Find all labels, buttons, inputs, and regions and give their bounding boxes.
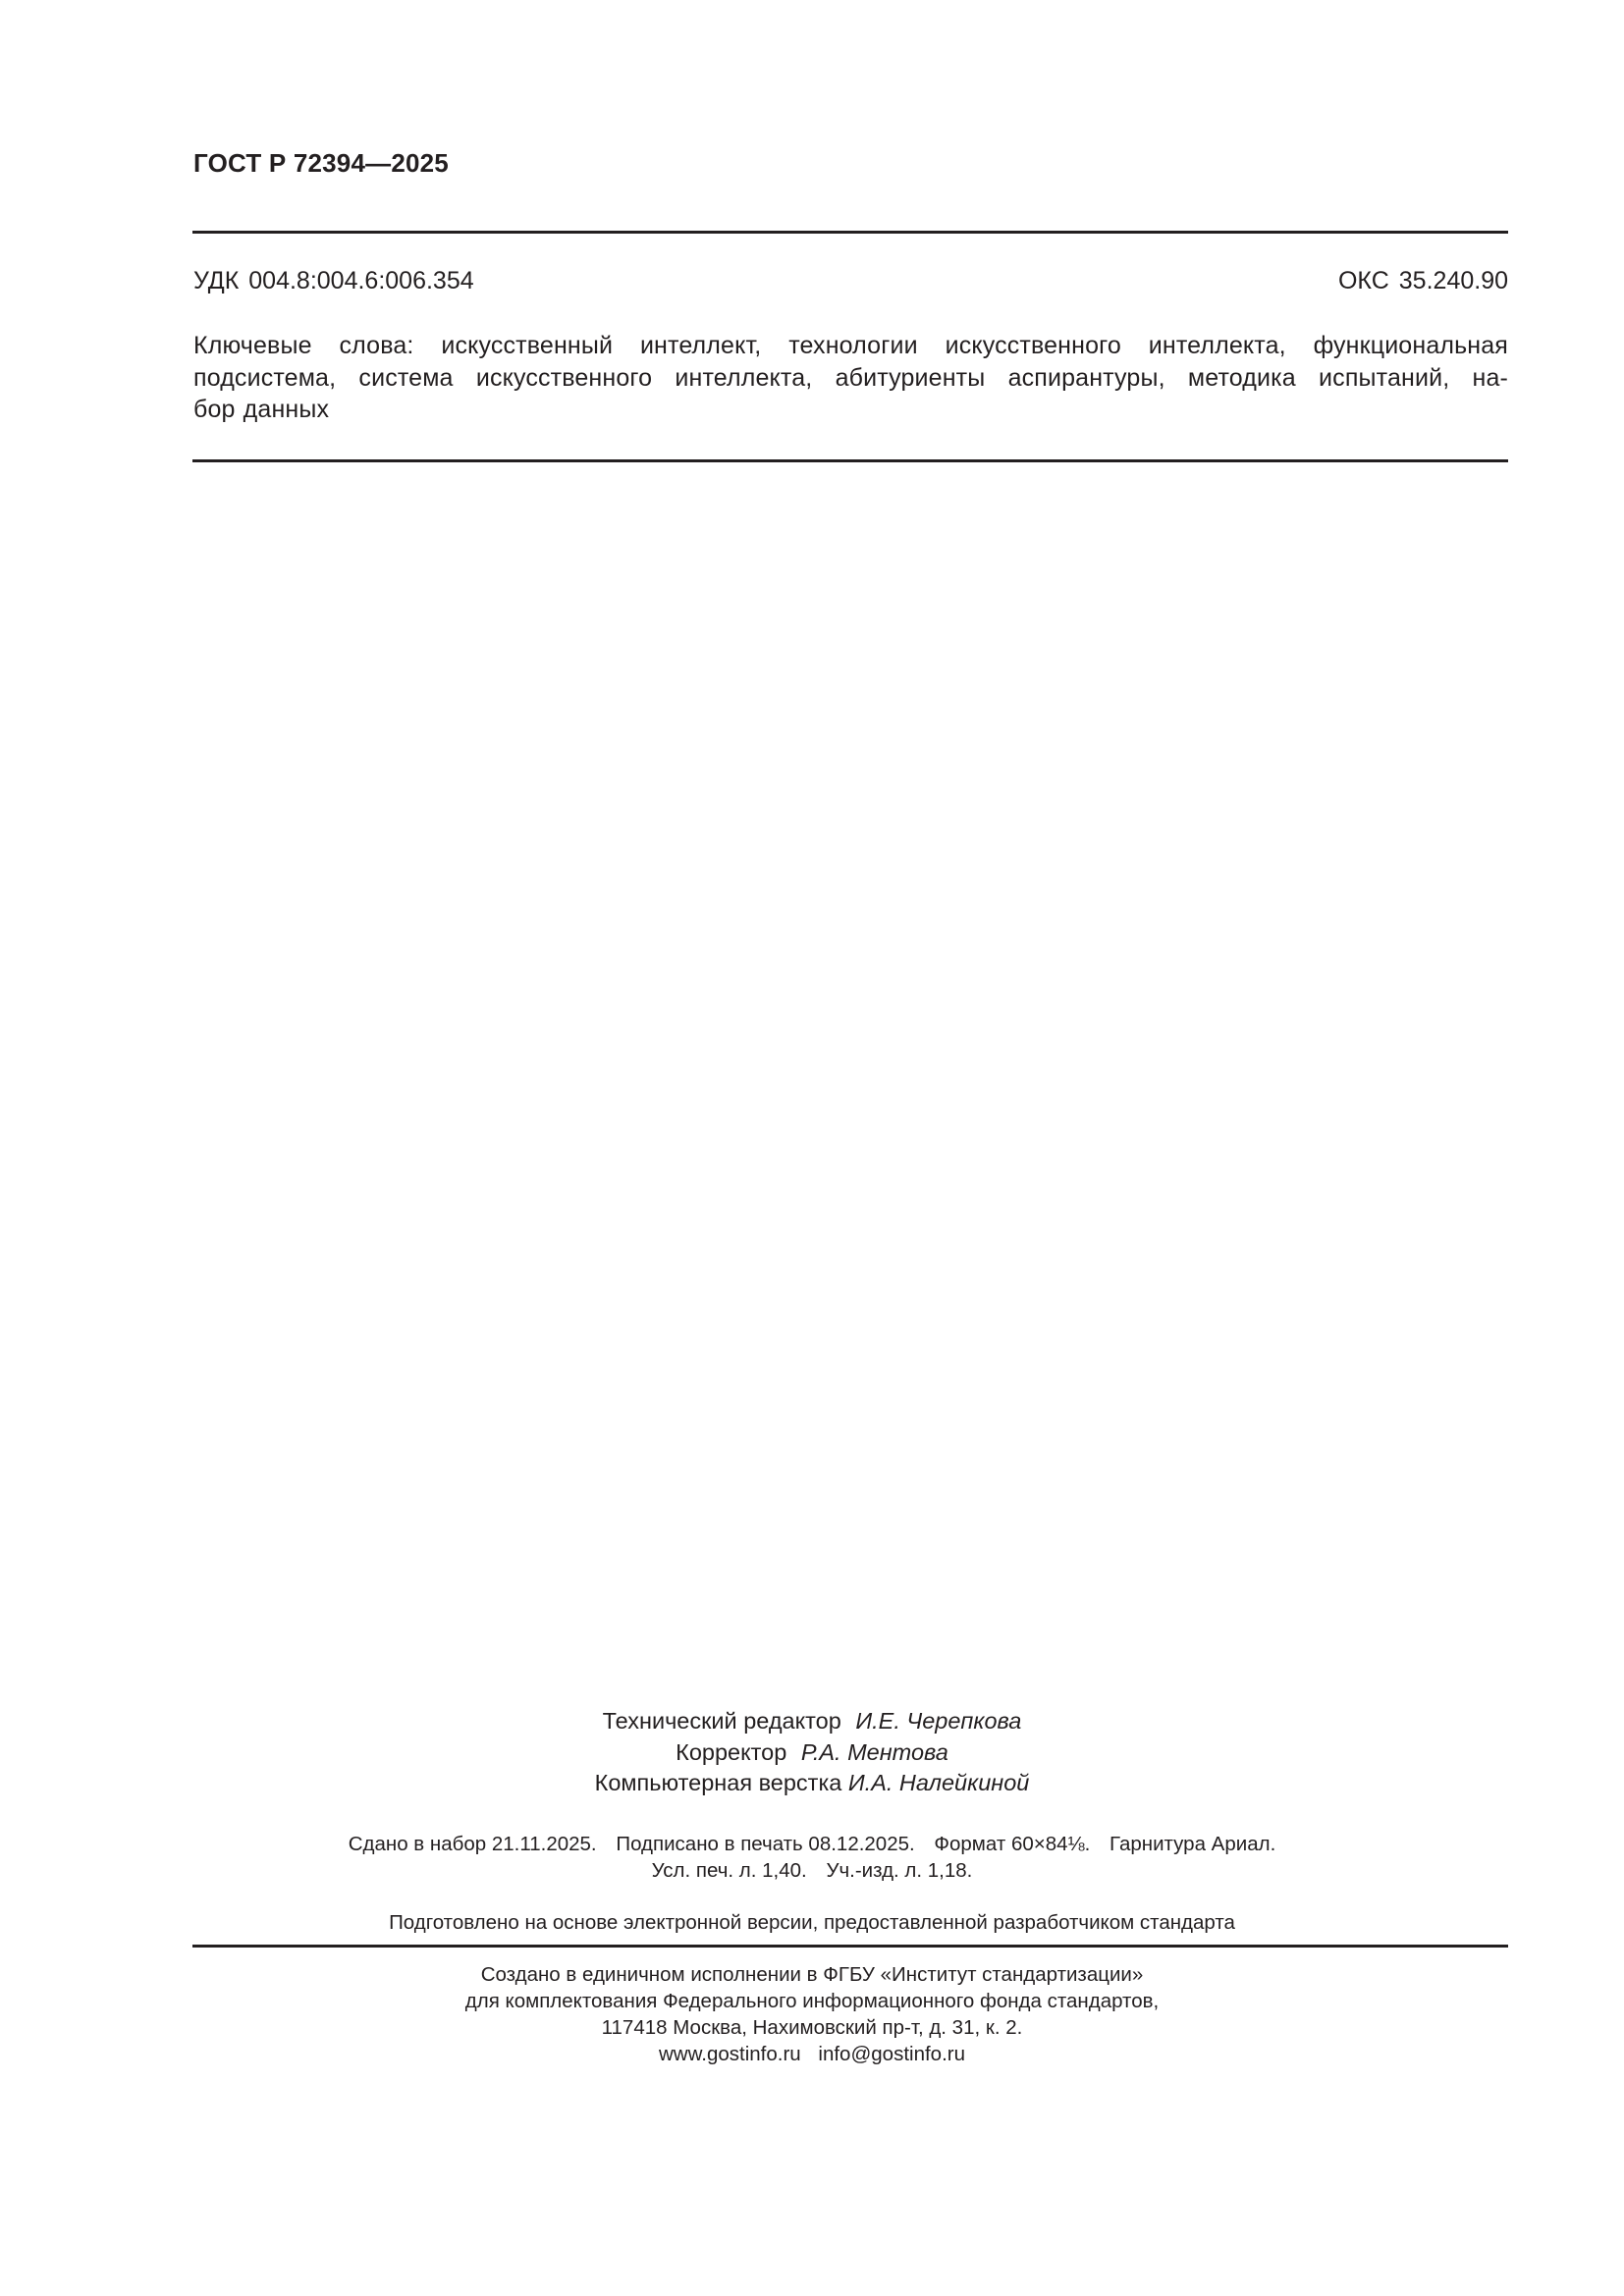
oks-value: 35.240.90 [1398,267,1508,294]
credit-role: Компьютерная верстка [594,1770,842,1795]
credit-person: Р.А. Ментова [800,1738,948,1765]
credit-person: И.Е. Черепкова [855,1708,1022,1734]
keywords-divider [192,459,1508,462]
print-info-block [0,1831,1624,1884]
oks-label: ОКС [1337,267,1389,294]
keywords-block [193,330,1508,426]
credit-corrector [0,1737,1624,1769]
credit-technical-editor [0,1706,1624,1737]
print-info-line-1 [0,1831,1624,1857]
top-divider [192,231,1508,234]
bottom-divider [192,1945,1508,1948]
print-info-line-2 [0,1857,1624,1884]
publishing-sheets: Уч.-изд. л. 1,18. [826,1859,973,1882]
credit-person: И.А. Налейкиной [847,1770,1030,1795]
keywords-line: бор данных [193,396,330,423]
classification-row [193,265,1508,296]
udk-value: 004.8:004.6:006.354 [248,267,474,294]
publisher-block [0,1961,1624,2067]
document-code: ГОСТ Р 72394—2025 [193,148,449,178]
email-link[interactable]: info@gostinfo.ru [818,2043,965,2065]
udk-label: УДК [193,267,240,294]
paper-format: Формат 60×84⅛. [934,1833,1091,1855]
credit-role: Технический редактор [602,1708,841,1734]
submitted-date: Сдано в набор 21.11.2025. [348,1833,597,1855]
website-link[interactable]: www.gostinfo.ru [659,2043,801,2065]
signed-date: Подписано в печать 08.12.2025. [616,1833,915,1855]
conventional-print-sheets: Усл. печ. л. 1,40. [651,1859,807,1882]
credits-block [0,1706,1624,1799]
keywords-line: Ключевые слова: искусственный интеллект, технологии искусственного интеллекта, функциональная [193,332,1508,359]
typeface: Гарнитура Ариал. [1110,1833,1276,1855]
publisher-line-1: Создано в единичном исполнении в ФГБУ «Институт стандартизации» [480,1963,1144,1986]
publisher-address: 117418 Москва, Нахимовский пр-т, д. 31, к. 2. [601,2016,1023,2039]
oks-classification [1338,265,1508,296]
publisher-contacts [0,2041,1624,2067]
credit-layout [0,1768,1624,1799]
credit-role: Корректор [676,1738,787,1765]
prepared-note: Подготовлено на основе электронной версии, предоставленной разработчиком стандарта [389,1911,1235,1934]
keywords-line: подсистема, система искусственного интеллекта, абитуриенты аспирантуры, методика испытаний, на- [193,363,1508,392]
udk-classification [193,265,474,296]
publisher-line-2: для комплектования Федерального информационного фонда стандартов, [464,1990,1160,2012]
